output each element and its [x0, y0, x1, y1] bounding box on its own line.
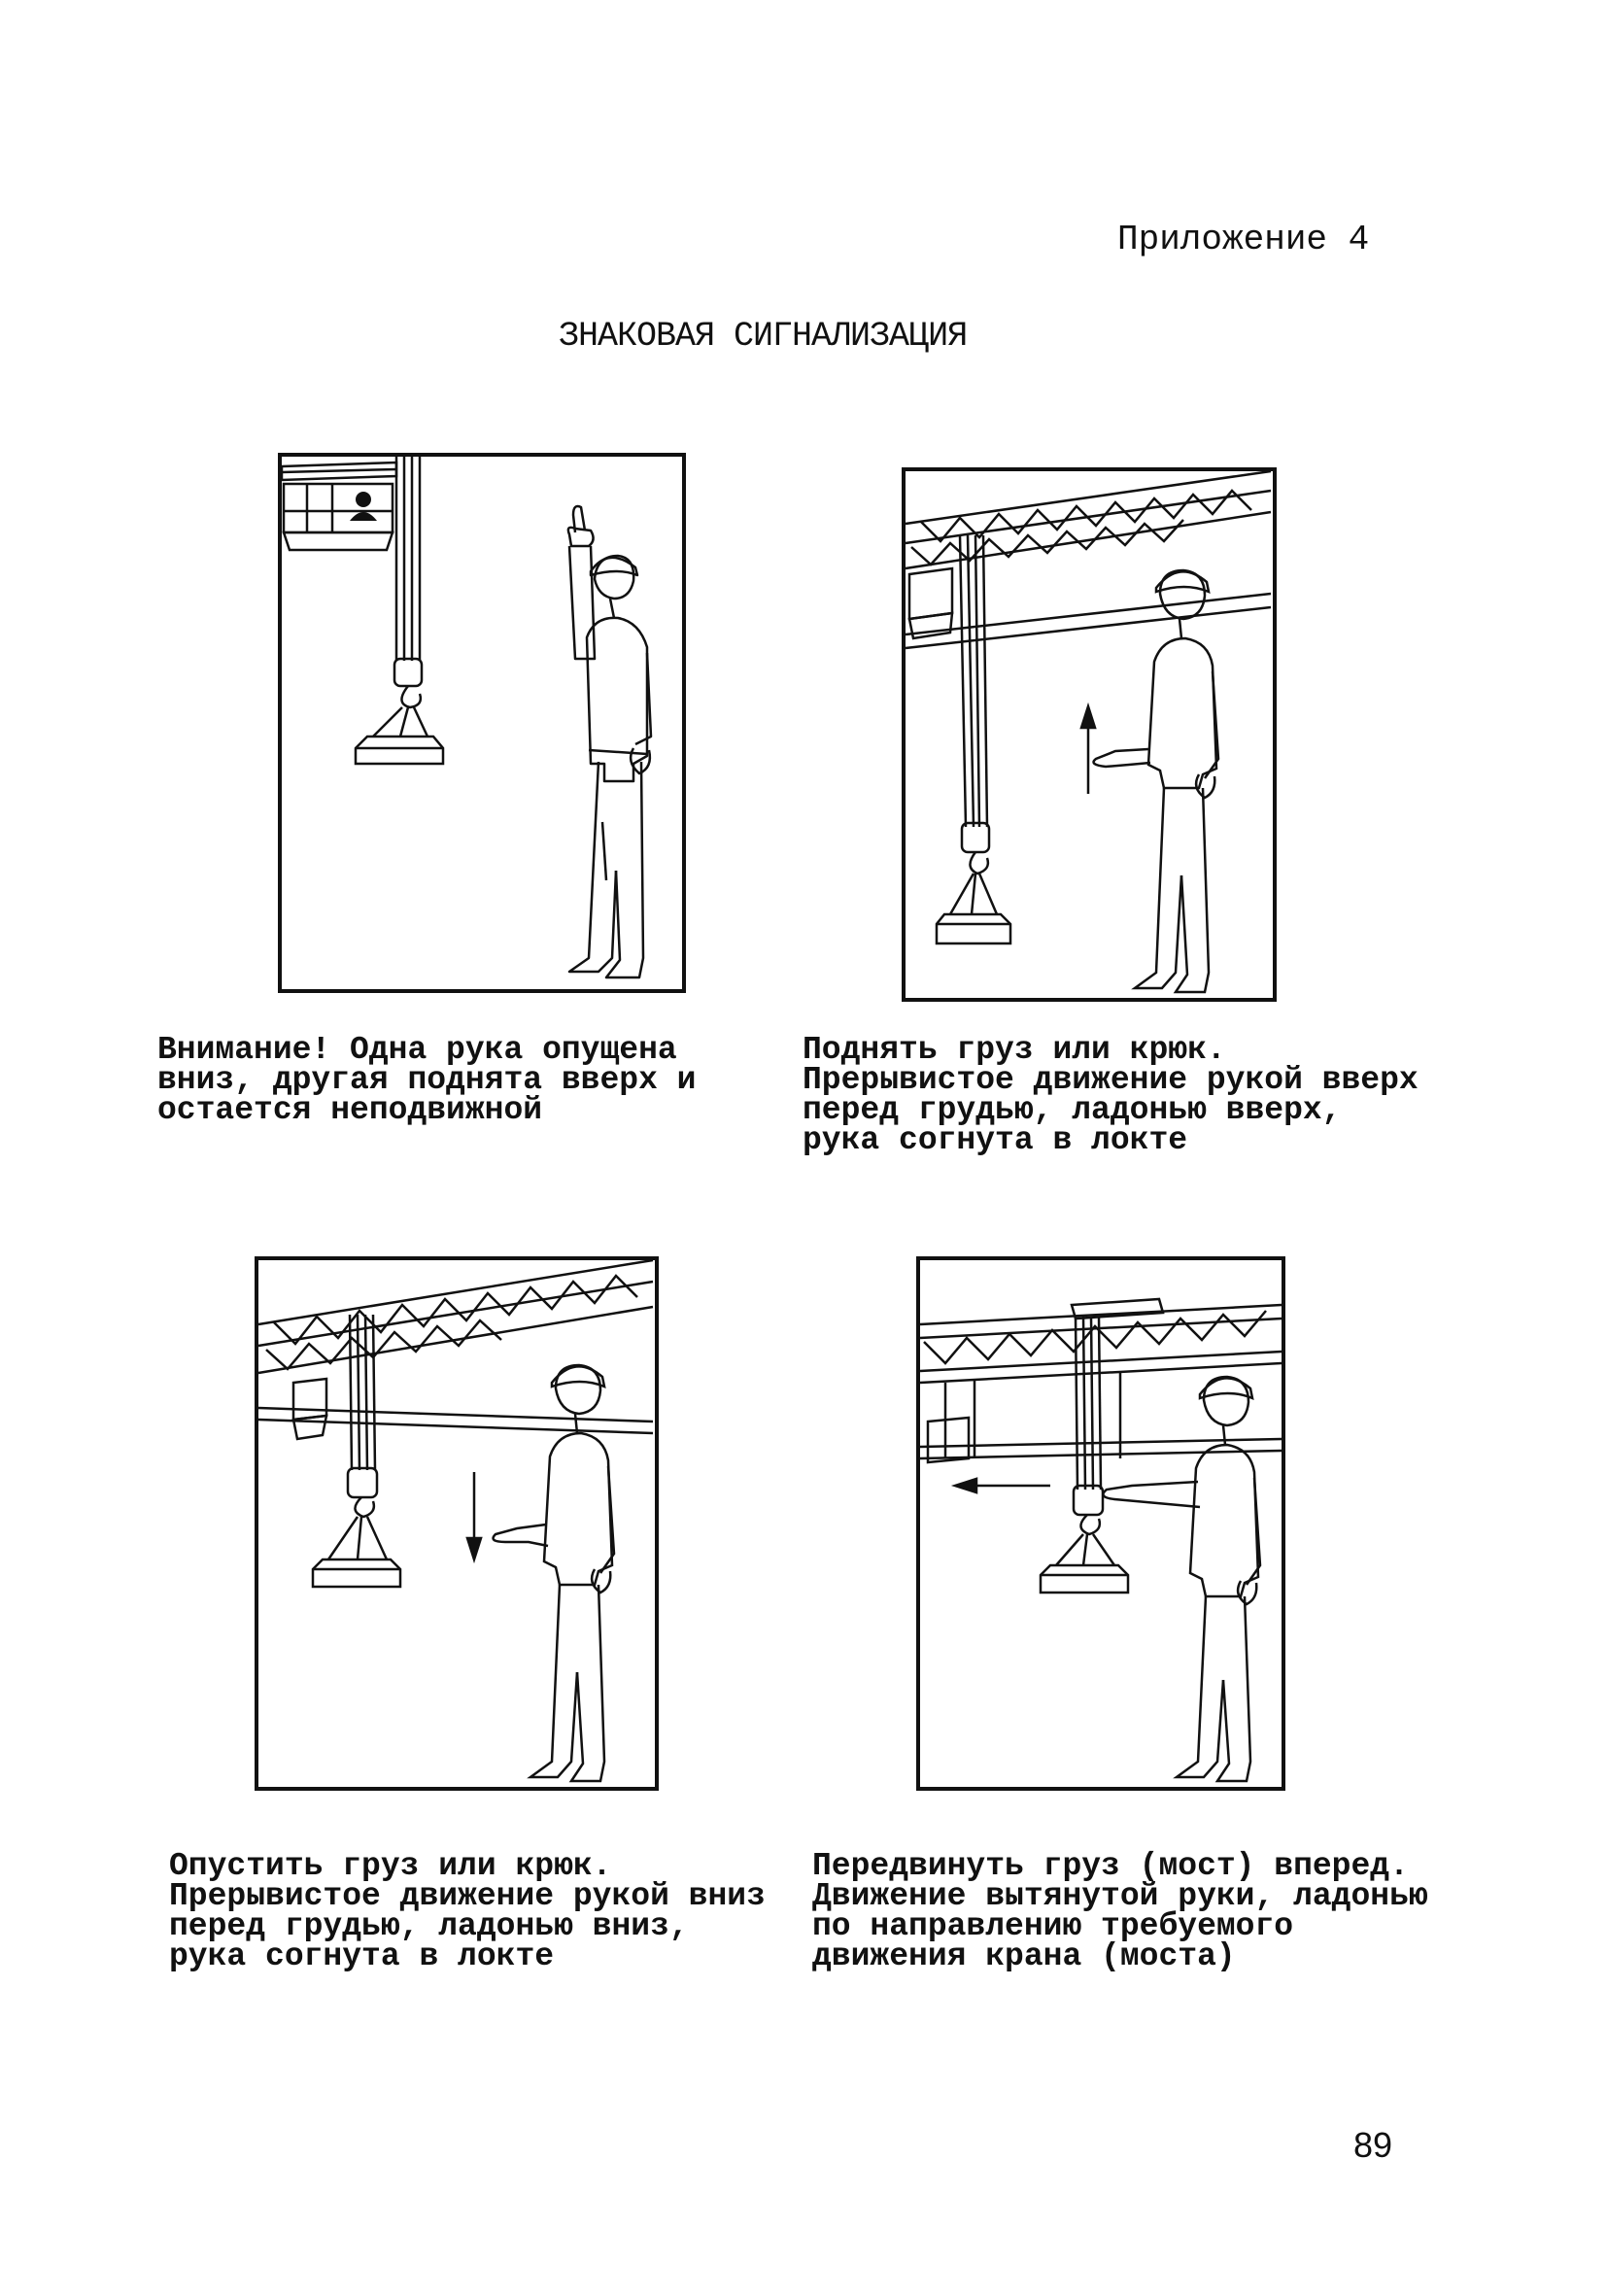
- caption-move-bridge: Передвинуть груз (мост) вперед. Движение вытянутой руки, ладонью по направлению требуемого движения крана (моста): [812, 1848, 1428, 1974]
- lower-load-drawing: [255, 1256, 659, 1791]
- caption-raise-load: Поднять груз или крюк. Прерывистое движение рукой вверх перед грудью, ладонью вверх, рука согнута в локте: [803, 1032, 1419, 1158]
- page-title: ЗНАКОВАЯ СИГНАЛИЗАЦИЯ: [559, 317, 968, 356]
- illustration-raise-load: [902, 467, 1277, 1002]
- page-number: 89: [1353, 2125, 1393, 2165]
- raise-load-drawing: [902, 467, 1277, 1002]
- illustration-lower-load: [255, 1256, 659, 1791]
- appendix-label: Приложение 4: [1117, 220, 1370, 259]
- caption-attention: Внимание! Одна рука опущена вниз, другая поднята вверх и остается неподвижной: [157, 1032, 697, 1128]
- attention-drawing: [278, 453, 686, 993]
- illustration-attention: [278, 453, 686, 993]
- caption-lower-load: Опустить груз или крюк. Прерывистое движение рукой вниз перед грудью, ладонью вниз, рука согнута в локте: [169, 1848, 766, 1974]
- illustration-move-bridge: [916, 1256, 1285, 1791]
- move-bridge-drawing: [916, 1256, 1285, 1791]
